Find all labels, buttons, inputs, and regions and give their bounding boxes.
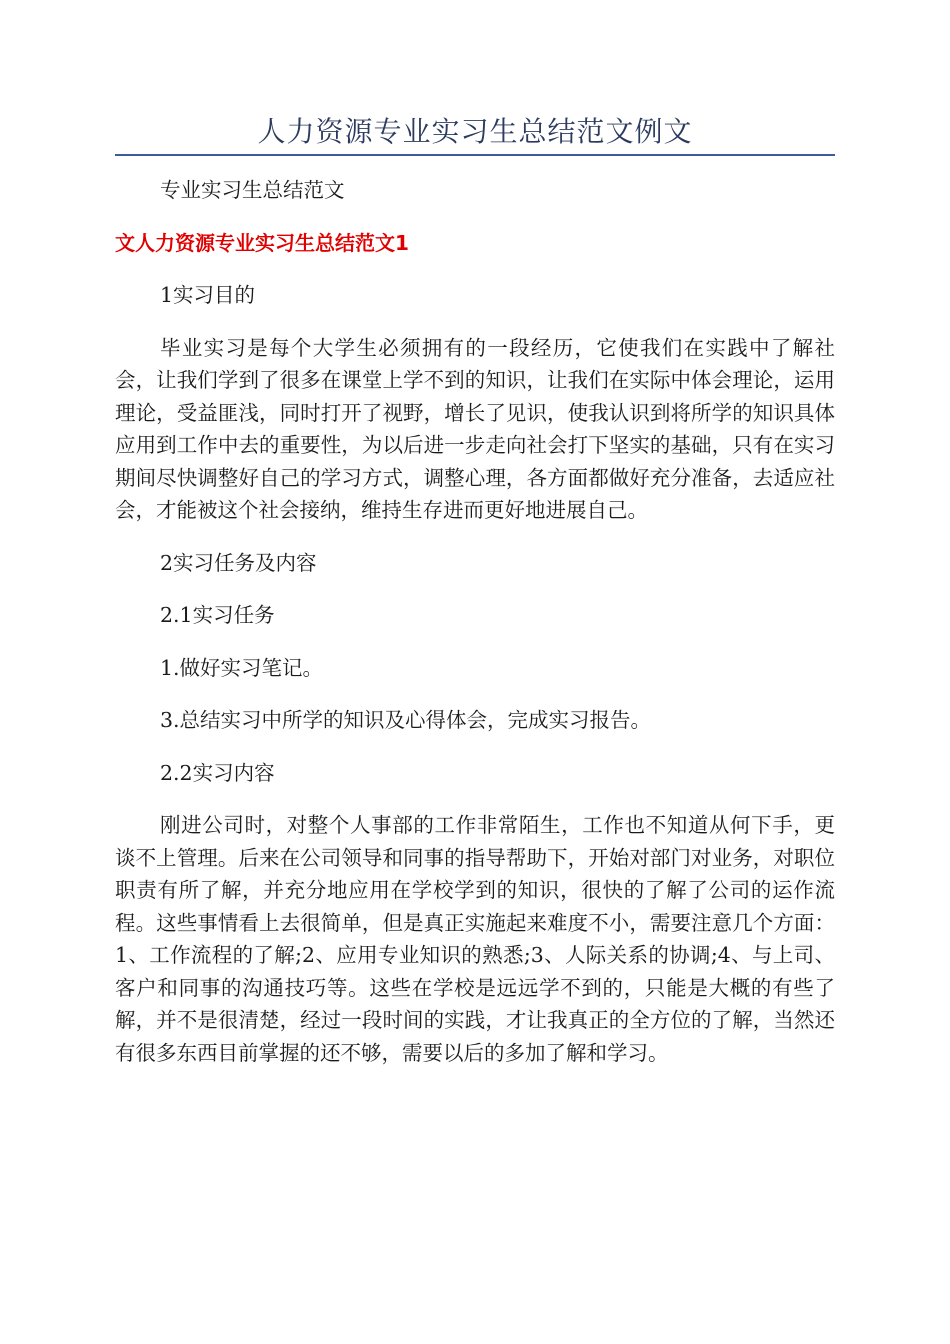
list-item-1: 1.做好实习笔记。 [160, 655, 324, 680]
document-title: 人力资源专业实习生总结范文例文 [257, 115, 693, 148]
list-item-3: 3.总结实习中所学的知识及心得体会，完成实习报告。 [160, 708, 652, 732]
subtitle-paragraph: 专业实习生总结范文 [160, 178, 345, 202]
paragraph-purpose: 毕业实习是每个大学生必须拥有的一段经历，它使我们在实践中了解社会，让我们学到了很多在课堂上学不到的知识，让我们在实际中体会理论，运用理论，受益匪浅，同时打开了视野，增长了见识，使我认识到将所学的知识具体应用到工作中去的重要性，为以后进一步走向社会打下坚实的基础，只有在实习期间尽快调整好自己的学习方式，调整心理，各方面都做好充分准备，去适应社会，才能被这个社会接纳，维持生存进而更好地进展自己。 [115, 335, 835, 522]
section-2-2-heading: 2.2实习内容 [160, 760, 275, 785]
section-1-heading: 1实习目的 [160, 283, 256, 307]
section-2-heading: 2实习任务及内容 [160, 550, 317, 575]
section-heading: 文人力资源专业实习生总结范文1 [115, 230, 409, 255]
paragraph-content: 刚进公司时，对整个人事部的工作非常陌生，工作也不知道从何下手，更谈不上管理。后来在公司领导和同事的指导帮助下，开始对部门对业务，对职位职责有所了解，并充分地应用在学校学到的知识，很快的了解了公司的运作流程。这些事情看上去很简单，但是真正实施起来难度不小，需要注意几个方面：1、工作流程的了解;2、应用专业知识的熟悉;3、人际关系的协调;4、与上司、客户和同事的沟通技巧等。这些在学校是远远学不到的，只能是大概的有些了解，并不是很清楚，经过一段时间的实践，才让我真正的全方位的了解，当然还有很多东西目前掌握的还不够，需要以后的多加了解和学习。 [115, 813, 835, 1065]
section-2-1-heading: 2.1实习任务 [160, 603, 275, 627]
document-body [115, 174, 835, 1069]
title-divider [115, 154, 835, 156]
